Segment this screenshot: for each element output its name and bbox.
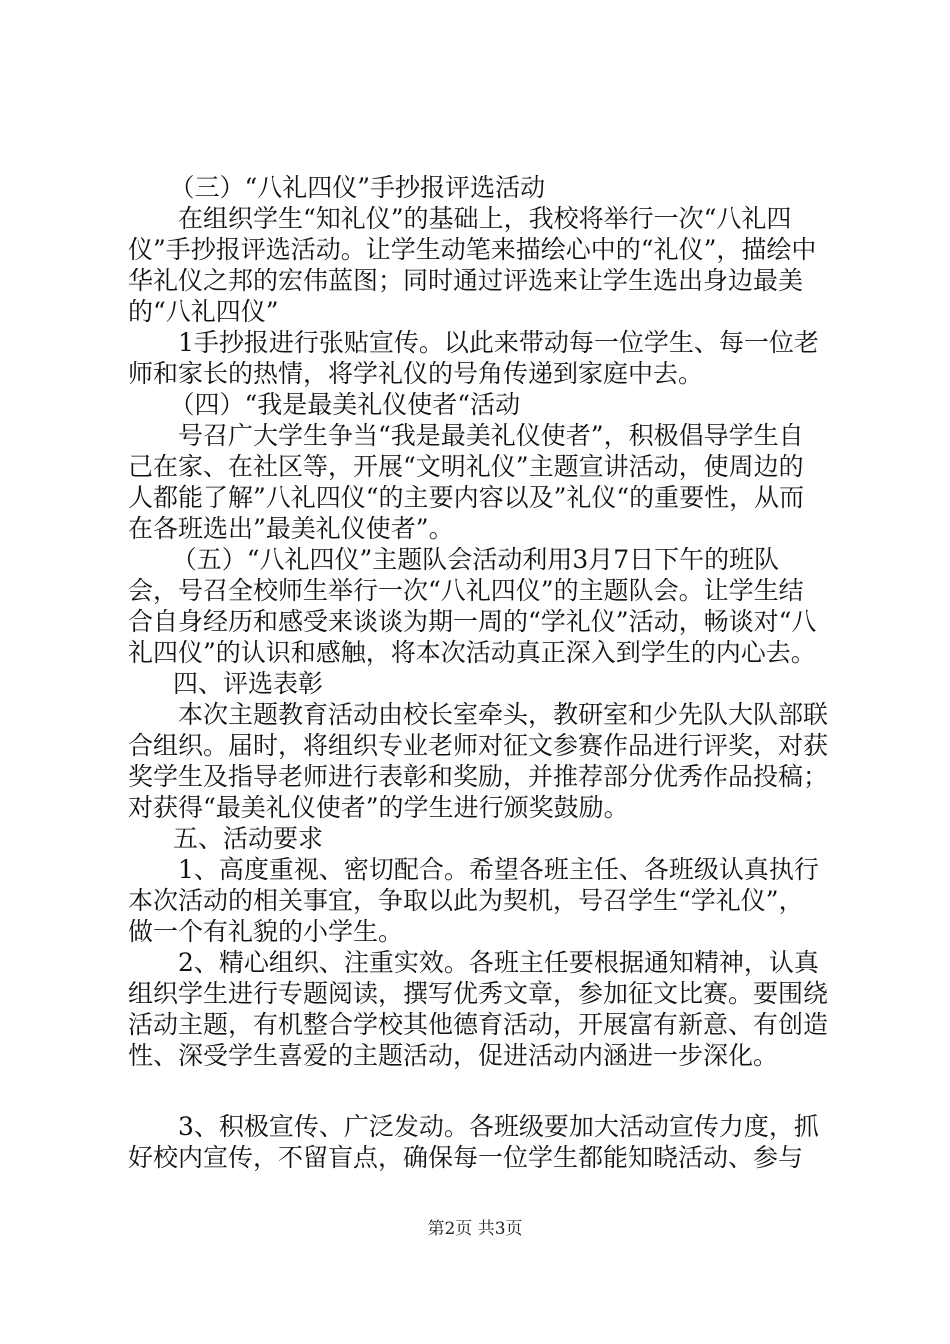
paragraph-requirement-1: 1、高度重视、密切配合。希望各班主任、各班级认真执行本次活动的相关事宜，争取以此为契机，号召学生“学礼仪”，做一个有礼貌的小学生。 (128, 855, 819, 946)
paragraph-requirement-2: 2、精心组织、注重实效。各班主任要根据通知精神，认真组织学生进行专题阅读，撰写优秀文章，参加征文比赛。要围绕活动主题，有机整合学校其他德育活动，开展富有新意、有创造性、深受学生喜爱的主题活动，促进活动内涵进一步深化。 (128, 948, 829, 1070)
heading-requirements: 五、活动要求 (173, 824, 324, 853)
paragraph-awards: 本次主题教育活动由校长室牵头，教研室和少先队大队部联合组织。届时，将组织专业老师对征文参赛作品进行评奖，对获奖学生及指导老师进行表彰和奖励，并推荐部分优秀作品投稿；对获得“最美礼仪使者”的学生进行颁奖鼓励。 (128, 700, 829, 822)
paragraph-etiquette-envoy: 号召广大学生争当“我是最美礼仪使者”，积极倡导学生自己在家、在社区等，开展“文明礼仪”主题宣讲活动，使周边的人都能了解”八礼四仪“的主要内容以及”礼仪“的重要性，从而在各班选出”最美礼仪使者”。 (128, 421, 805, 543)
paragraph-newspaper-posting: 1手抄报进行张贴宣传。以此来带动每一位学生、每一位老师和家长的热情，将学礼仪的号角传递到家庭中去。 (128, 328, 819, 388)
paragraph-requirement-3: 3、积极宣传、广泛发动。各班级要加大活动宣传力度，抓好校内宣传，不留盲点，确保每一位学生都能知晓活动、参与 (128, 1112, 819, 1172)
paragraph-newspaper-intro: 在组织学生“知礼仪”的基础上，我校将举行一次“八礼四仪”手抄报评选活动。让学生动笔来描绘心中的“礼仪”，描绘中华礼仪之邦的宏伟蓝图；同时通过评选来让学生选出身边最美的“八礼四仪” (128, 204, 817, 326)
document-body (128, 172, 828, 1173)
heading-handwritten-newspaper: （三）“八礼四仪”手抄报评选活动 (169, 173, 546, 202)
heading-awards: 四、评选表彰 (173, 669, 324, 698)
paragraph-theme-meeting: （五）“八礼四仪”主题队会活动利用3月7日下午的班队会，号召全校师生举行一次“八礼四仪”的主题队会。让学生结合自身经历和感受来谈谈为期一周的“学礼仪”活动，畅谈对“八礼四仪”的认识和感触，将本次活动真正深入到学生的内心去。 (128, 545, 817, 667)
page-footer: 第2页 共3页 (427, 1219, 523, 1239)
heading-etiquette-envoy: （四）“我是最美礼仪使者“活动 (169, 390, 521, 419)
